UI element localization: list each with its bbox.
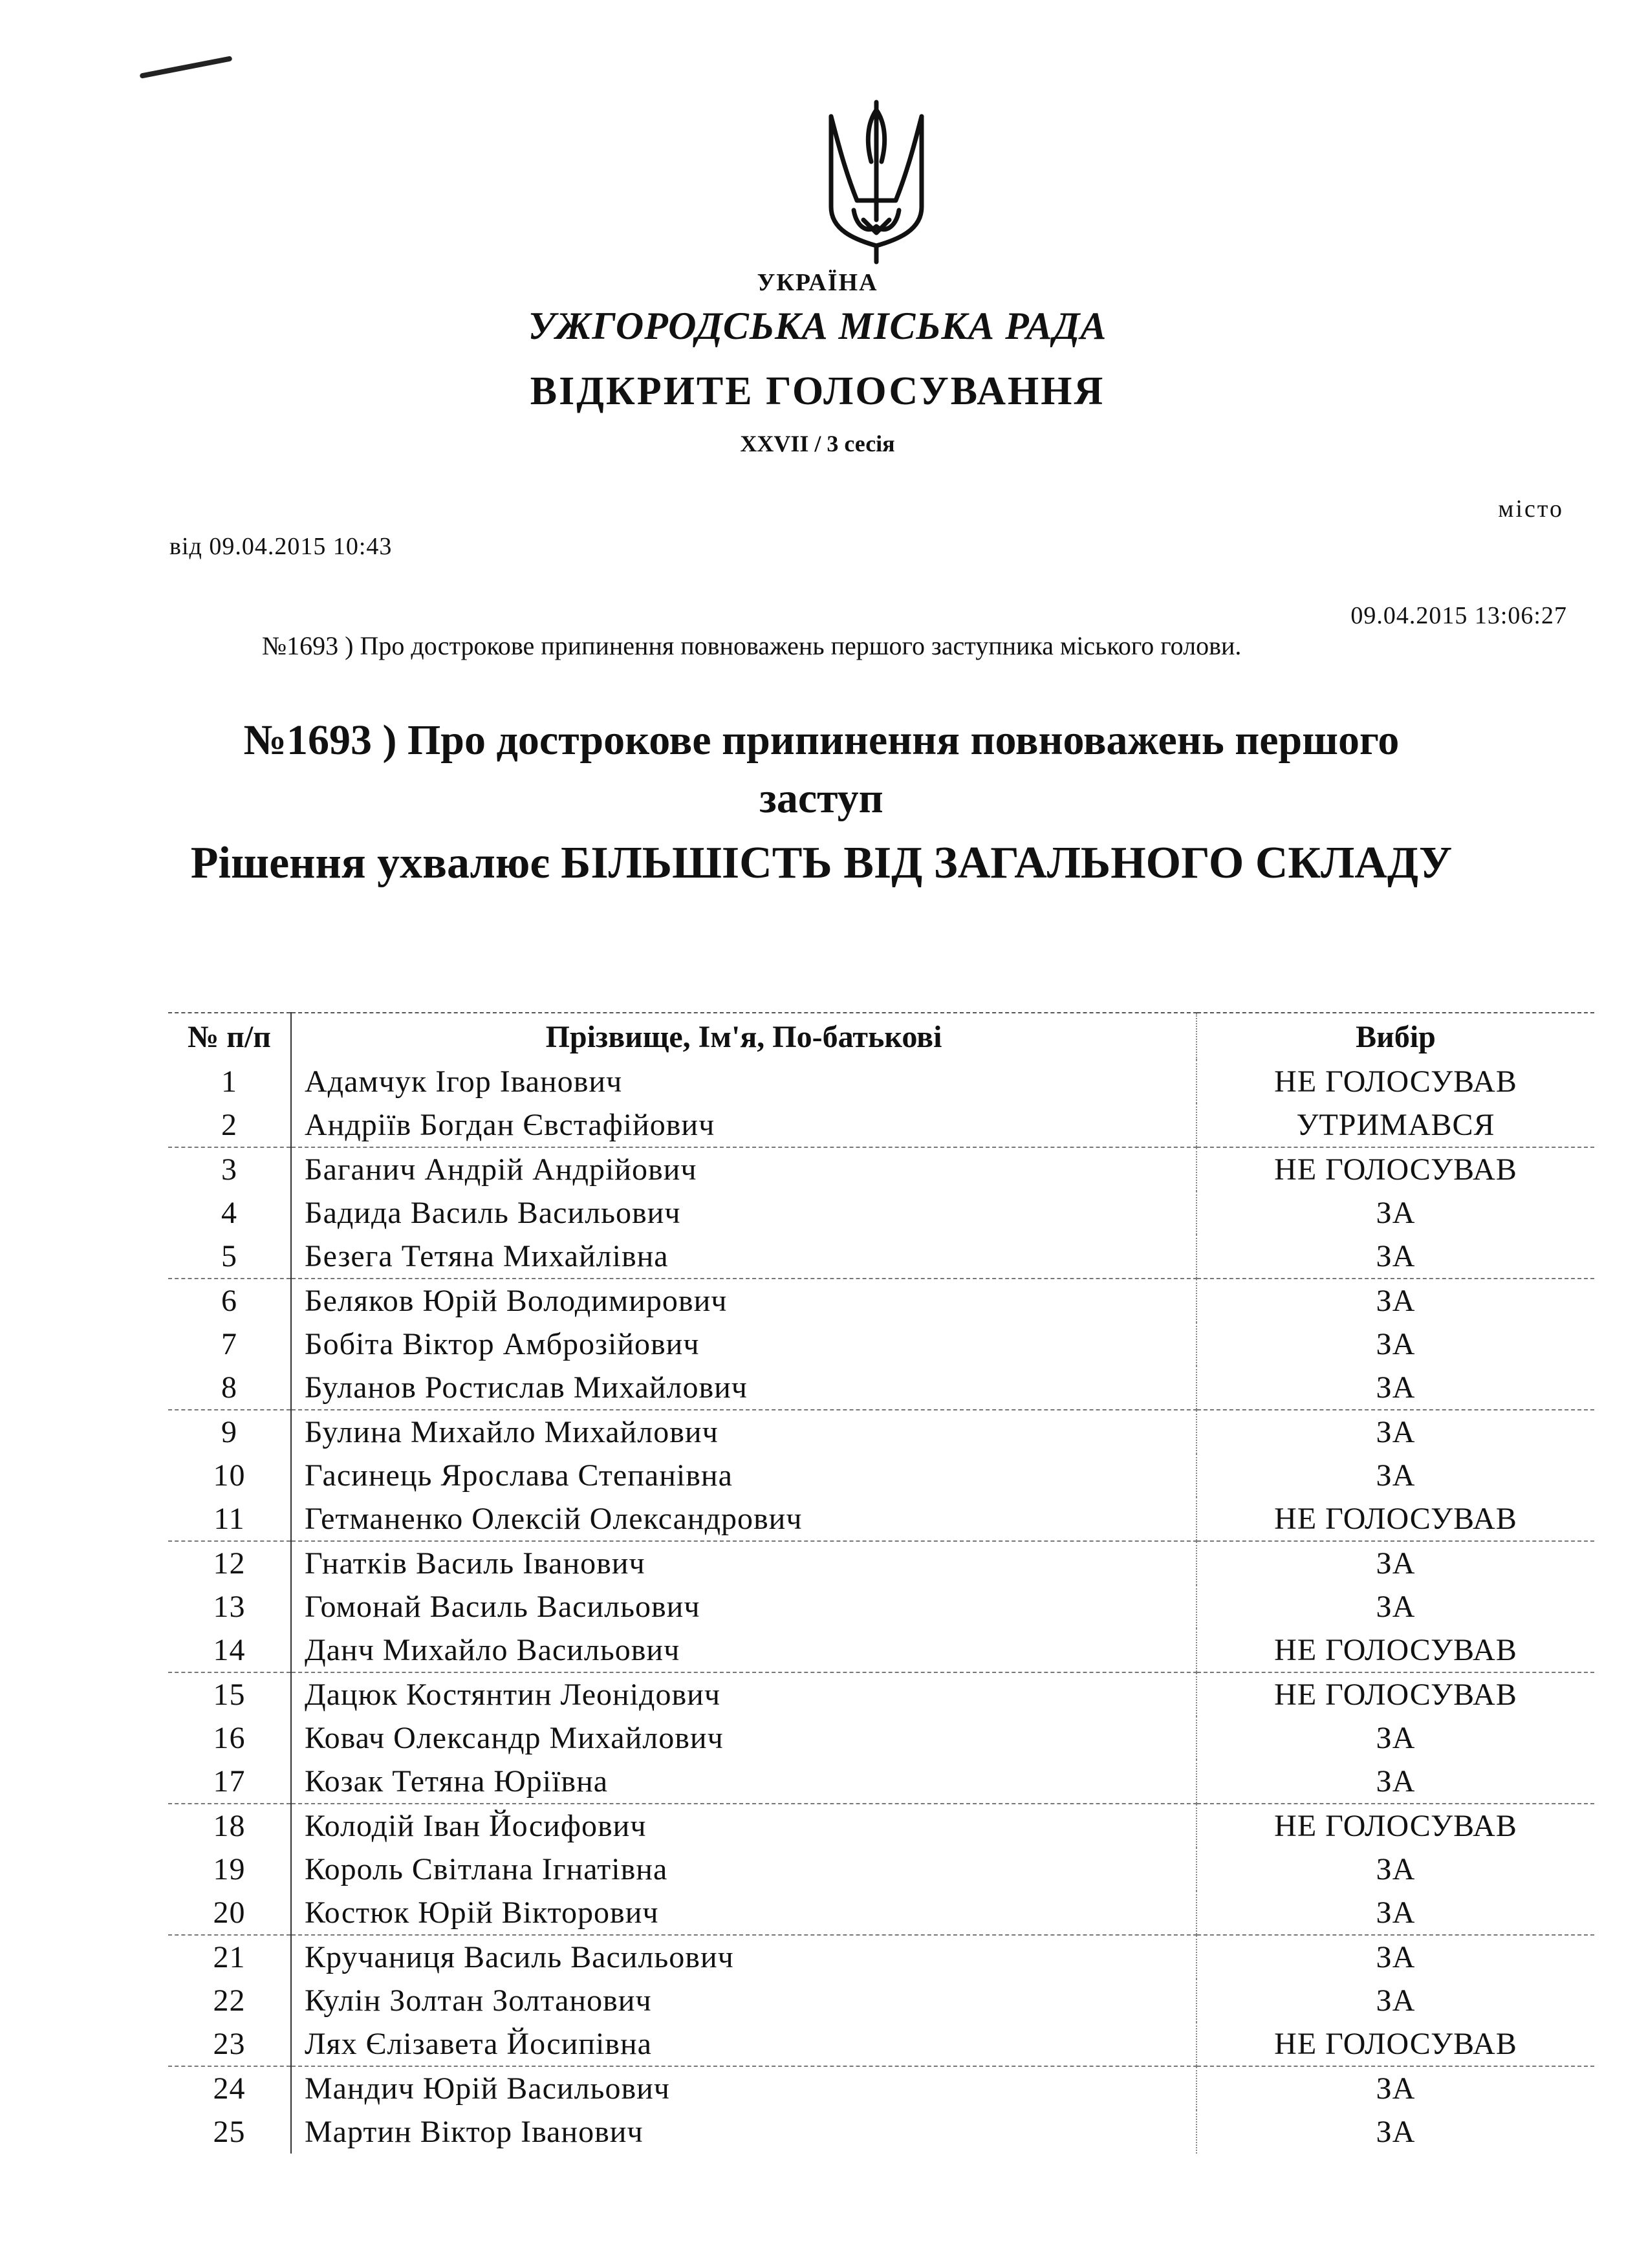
deputy-name: Костюк Юрій Вікторович: [291, 1891, 1196, 1935]
table-row: [168, 1454, 1594, 1497]
deputy-name: Король Світлана Ігнатівна: [291, 1848, 1196, 1891]
vote-choice: ЗА: [1196, 1935, 1594, 1979]
table-row: [168, 2110, 1594, 2154]
table-row: [168, 1541, 1594, 1585]
deputy-name: Адамчук Ігор Іванович: [291, 1060, 1196, 1103]
vote-choice: НЕ ГОЛОСУВАВ: [1274, 1064, 1517, 1099]
row-number: 25: [168, 2110, 291, 2154]
vote-choice: ЗА: [1376, 1983, 1416, 2018]
table-row: [168, 1147, 1594, 1191]
vote-choice: ЗА: [1196, 1541, 1594, 1585]
vote-choice: НЕ ГОЛОСУВАВ: [1274, 1633, 1517, 1667]
vote-rows: [168, 1060, 1594, 2154]
row-number: 21: [168, 1935, 291, 1979]
vote-choice: ЗА: [1376, 1327, 1416, 1361]
vote-choice: ЗА: [1376, 2115, 1416, 2149]
deputy-name: Гнатків Василь Іванович: [291, 1541, 1196, 1585]
row-number: 7: [168, 1323, 291, 1366]
vote-choice: НЕ ГОЛОСУВАВ: [1274, 2027, 1517, 2061]
table-header-row: [168, 1013, 1594, 1060]
agenda-title-line-2: заступ: [759, 775, 883, 822]
deputy-name: Кручаниця Василь Васильович: [291, 1935, 1196, 1979]
row-number: 2: [168, 1103, 291, 1147]
scan-pen-mark: [140, 56, 233, 79]
vote-choice: ЗА: [1376, 1721, 1416, 1755]
vote-choice: ЗА: [1196, 1410, 1594, 1454]
table-row: [168, 1891, 1594, 1935]
vote-choice: НЕ ГОЛОСУВАВ: [1274, 1502, 1517, 1536]
vote-choice: ЗА: [1376, 1895, 1416, 1930]
table-row: [168, 1279, 1594, 1323]
vote-timestamp: 09.04.2015 13:06:27: [1350, 602, 1567, 629]
row-number: 5: [168, 1235, 291, 1279]
deputy-name: Бадида Василь Васильович: [291, 1191, 1196, 1235]
vote-choice: НЕ ГОЛОСУВАВ: [1196, 1147, 1594, 1191]
vote-results-table: [168, 1012, 1594, 2154]
vote-choice: ЗА: [1376, 1196, 1416, 1230]
vote-choice: ЗА: [1376, 1590, 1416, 1624]
deputy-name: Мандич Юрій Васильович: [291, 2066, 1196, 2110]
row-number: 22: [168, 1979, 291, 2022]
row-number: 14: [168, 1628, 291, 1672]
table-row: [168, 1410, 1594, 1454]
session-label: XXVII / 3 сесія: [740, 431, 895, 457]
table-row: [168, 1672, 1594, 1716]
row-number: 3: [168, 1147, 291, 1191]
row-number: 11: [168, 1497, 291, 1541]
deputy-name: Данч Михайло Васильович: [291, 1628, 1196, 1672]
table-row: [168, 2022, 1594, 2066]
row-number: 23: [168, 2022, 291, 2066]
vote-choice: УТРИМАВСЯ: [1296, 1108, 1495, 1142]
row-number: 24: [168, 2066, 291, 2110]
vote-choice: НЕ ГОЛОСУВАВ: [1196, 1672, 1594, 1716]
deputy-name: Гомонай Василь Васильович: [291, 1585, 1196, 1628]
table-row: [168, 1191, 1594, 1235]
deputy-name: Безега Тетяна Михайлівна: [291, 1235, 1196, 1279]
vote-choice: ЗА: [1376, 1458, 1416, 1493]
row-number: 19: [168, 1848, 291, 1891]
row-number: 1: [168, 1060, 291, 1103]
deputy-name: Бобіта Віктор Амброзійович: [291, 1323, 1196, 1366]
deputy-name: Козак Тетяна Юріївна: [291, 1760, 1196, 1804]
vote-choice: ЗА: [1196, 2066, 1594, 2110]
row-number: 18: [168, 1804, 291, 1848]
table-row: [168, 1716, 1594, 1760]
vote-choice: ЗА: [1376, 1239, 1416, 1273]
table-row: [168, 1585, 1594, 1628]
table-row: [168, 1979, 1594, 2022]
agenda-item-title: [129, 711, 1513, 828]
row-number: 20: [168, 1891, 291, 1935]
deputy-name: Дацюк Костянтин Леонідович: [291, 1672, 1196, 1716]
deputy-name: Ковач Олександр Михайлович: [291, 1716, 1196, 1760]
column-header-number: № п/п: [168, 1013, 291, 1060]
deputy-name: Гасинець Ярослава Степанівна: [291, 1454, 1196, 1497]
deputy-name: Булина Михайло Михайлович: [291, 1410, 1196, 1454]
agenda-title-line-1: №1693 ) Про дострокове припинення повноважень першого: [243, 717, 1400, 764]
table-row: [168, 1804, 1594, 1848]
deputy-name: Андріїв Богдан Євстафійович: [291, 1103, 1196, 1147]
vote-choice: ЗА: [1376, 1852, 1416, 1886]
table-row: [168, 1323, 1594, 1366]
table-row: [168, 1935, 1594, 1979]
row-number: 13: [168, 1585, 291, 1628]
table-row: [168, 1060, 1594, 1103]
document-title: ВІДКРИТЕ ГОЛОСУВАННЯ: [530, 369, 1105, 413]
deputy-name: Гетманенко Олексій Олександрович: [291, 1497, 1196, 1541]
row-number: 15: [168, 1672, 291, 1716]
vote-choice: ЗА: [1376, 1764, 1416, 1798]
vote-choice: НЕ ГОЛОСУВАВ: [1196, 1804, 1594, 1848]
table-row: [168, 2066, 1594, 2110]
row-number: 9: [168, 1410, 291, 1454]
vote-choice: ЗА: [1196, 1279, 1594, 1323]
table-row: [168, 1628, 1594, 1672]
deputy-name: Колодій Іван Йосифович: [291, 1804, 1196, 1848]
column-header-choice: Вибір: [1196, 1013, 1594, 1060]
trident-icon: [818, 97, 935, 265]
deputy-name: Беляков Юрій Володимирович: [291, 1279, 1196, 1323]
agenda-item-summary: №1693 ) Про дострокове припинення повноважень першого заступника міського голови.: [262, 631, 1242, 660]
deputy-name: Мартин Віктор Іванович: [291, 2110, 1196, 2154]
row-number: 10: [168, 1454, 291, 1497]
deputy-name: Кулін Золтан Золтанович: [291, 1979, 1196, 2022]
row-number: 8: [168, 1366, 291, 1410]
table-row: [168, 1366, 1594, 1410]
table-row: [168, 1497, 1594, 1541]
row-number: 16: [168, 1716, 291, 1760]
table-row: [168, 1848, 1594, 1891]
decision-rule: Рішення ухвалює БІЛЬШІСТЬ ВІД ЗАГАЛЬНОГО СКЛАДУ: [190, 838, 1453, 888]
row-number: 12: [168, 1541, 291, 1585]
vote-choice: ЗА: [1376, 1370, 1416, 1405]
table-row: [168, 1235, 1594, 1279]
city-label: місто: [1498, 495, 1564, 523]
council-name: УЖГОРОДСЬКА МІСЬКА РАДА: [528, 305, 1107, 347]
table-row: [168, 1103, 1594, 1147]
deputy-name: Баганич Андрій Андрійович: [291, 1147, 1196, 1191]
session-date: від 09.04.2015 10:43: [169, 533, 393, 560]
deputy-name: Лях Єлізавета Йосипівна: [291, 2022, 1196, 2066]
deputy-name: Буланов Ростислав Михайлович: [291, 1366, 1196, 1410]
row-number: 6: [168, 1279, 291, 1323]
table-row: [168, 1760, 1594, 1804]
country-name: УКРАЇНА: [757, 269, 878, 296]
row-number: 4: [168, 1191, 291, 1235]
column-header-name: Прізвище, Ім'я, По-батькові: [291, 1013, 1196, 1060]
row-number: 17: [168, 1760, 291, 1804]
